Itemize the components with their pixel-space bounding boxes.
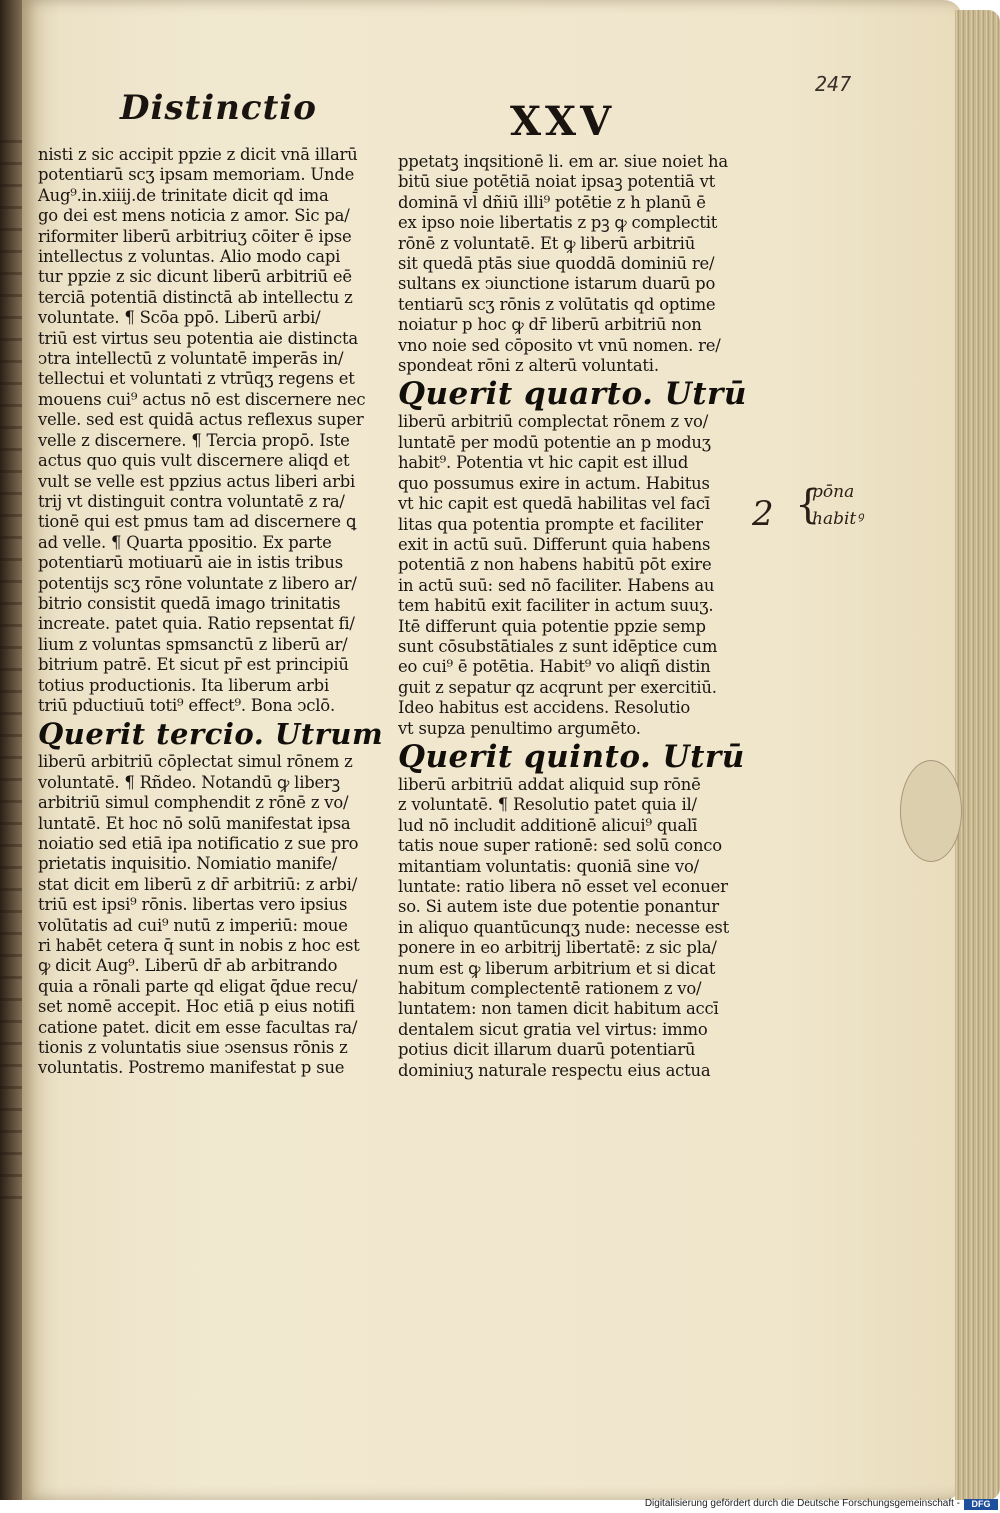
text-line: dentalem sicut gratia vel virtus: immo bbox=[398, 1019, 708, 1039]
distinction-number: XXV bbox=[510, 98, 616, 145]
section-heading-quinto: Querit quinto. Utrū bbox=[398, 738, 745, 775]
text-line: arbitriū simul comphendit z rōnē z vo/ bbox=[38, 793, 349, 813]
text-line: z voluntatē. ¶ Resolutio patet quia il/ bbox=[398, 795, 697, 815]
text-line: lium z voluntas spmsanctū z liberū ar/ bbox=[38, 634, 348, 654]
section-heading-quarto: Querit quarto. Utrū bbox=[398, 376, 747, 413]
text-line: litas qua potentia prompte et faciliter bbox=[398, 514, 703, 534]
text-line: quo possumus exire in actum. Habitus bbox=[398, 473, 710, 493]
text-line: in aliquo quantūcunqʒ nude: necesse est bbox=[398, 917, 729, 937]
left-column bbox=[38, 145, 383, 1079]
marginal-note-number: 2 bbox=[752, 494, 774, 534]
text-line: habitum complectentē rationem z vo/ bbox=[398, 979, 702, 999]
text-line: tur ppzie z sic dicunt liberū arbitriū eē bbox=[38, 267, 352, 287]
text-line: velle. sed est quidā actus reflexus super bbox=[38, 410, 364, 430]
left-column-text-top bbox=[38, 145, 383, 716]
marginal-note-word-1: pōna bbox=[812, 482, 855, 502]
right-column-text-top bbox=[398, 152, 760, 376]
text-line: tionē qui est pmus tam ad discernere ꝗ bbox=[38, 512, 357, 532]
text-line: stat dicit em liberū z dr̄ arbitriū: z arbi/ bbox=[38, 874, 358, 894]
text-line: dominiuʒ naturale respectu eius actua bbox=[398, 1060, 711, 1080]
text-line: potentijs scʒ rōne voluntate z libero ar/ bbox=[38, 573, 357, 593]
text-line: tentiarū scʒ rōnis z volūtatis qd optime bbox=[398, 294, 716, 314]
text-line: actus quo quis vult discernere aliqd et bbox=[38, 451, 350, 471]
text-line: riformiter liberū arbitriuʒ cōiter ē ipse bbox=[38, 226, 352, 246]
text-line: set nomē accepit. Hoc etiā p eius notifi bbox=[38, 997, 355, 1017]
page-edges bbox=[955, 10, 1000, 1500]
left-column-text-bottom bbox=[38, 752, 383, 1079]
text-line: eo cui⁹ ē potētia. Habit⁹ vo aliqñ distin bbox=[398, 657, 711, 677]
text-line: so. Si autem iste due potentie ponantur bbox=[398, 897, 719, 917]
text-line: Aug⁹.in.xiiij.de trinitate dicit qd ima bbox=[38, 185, 329, 205]
text-line: triū est ipsi⁹ rōnis. libertas vero ipsius bbox=[38, 895, 348, 915]
text-line: quia a rōnali parte qd eligat q̄due recu/ bbox=[38, 976, 358, 996]
right-column-text-bottom bbox=[398, 775, 760, 1081]
text-line: nisti z sic accipit ppzie z dicit vnā illarū bbox=[38, 145, 358, 164]
text-line: terciā potentiā distinctā ab intellectu z bbox=[38, 287, 353, 307]
text-line: catione patet. dicit em esse facultas ra/ bbox=[38, 1017, 358, 1037]
text-line: prietatis inquisitio. Nomiatio manife/ bbox=[38, 854, 338, 874]
text-line: luntatē per modū potentie an p moduʒ bbox=[398, 432, 711, 452]
text-line: bitrio consistit quedā imago trinitatis bbox=[38, 593, 341, 613]
text-line: vt hic capit est quedā habilitas vel facī bbox=[398, 494, 710, 514]
text-line: tatis noue super rationē: sed solū conco bbox=[398, 836, 722, 856]
text-line: tionis z voluntatis siue ↄsensus rōnis z bbox=[38, 1038, 348, 1058]
text-line: totius productionis. Ita liberum arbi bbox=[38, 675, 330, 695]
text-line: luntate: ratio libera nō esset vel econuer bbox=[398, 877, 728, 896]
page-thumb-notch bbox=[900, 760, 962, 862]
text-line: sunt cōsubstātiales z sunt idēptice cum bbox=[398, 636, 718, 656]
text-line: liberū arbitriū addat aliquid sup rōnē bbox=[398, 774, 701, 794]
right-column bbox=[398, 152, 760, 1081]
text-line: dominā vl̄ dñiū illi⁹ potētie z h planū ē bbox=[398, 192, 706, 212]
text-line: vult se velle est ppzius actus liberi arbi bbox=[38, 471, 356, 491]
text-line: ex ipso noie libertatis z pꝫ ꝙ complectit bbox=[398, 213, 718, 233]
text-line: noiatio sed etiā ipa notificatio z sue pro bbox=[38, 834, 359, 853]
text-line: voluntate. ¶ Scōa ppō. Liberū arbi/ bbox=[38, 308, 321, 328]
text-line: luntatem: non tamen dicit habitum accī bbox=[398, 999, 719, 1019]
brace-icon: { bbox=[795, 482, 821, 528]
text-line: potius dicit illarum duarū potentiarū bbox=[398, 1040, 696, 1060]
folio-number: 247 bbox=[815, 72, 852, 96]
adjacent-page-edge bbox=[0, 140, 22, 1200]
text-line: exit in actū suū. Differunt quia habens bbox=[398, 534, 711, 554]
text-line: sit quedā ptās siue quoddā dominiū re/ bbox=[398, 254, 715, 274]
text-line: trij vt distinguit contra voluntatē z ra/ bbox=[38, 491, 345, 511]
text-line: potentiarū motiuarū aie in istis tribus bbox=[38, 553, 343, 573]
text-line: vt supza penultimo argumēto. bbox=[398, 718, 641, 738]
text-line: noiatur p hoc ꝙ dr̄ liberū arbitriū non bbox=[398, 315, 702, 335]
text-line: ponere in eo arbitrij libertatē: z sic pla/ bbox=[398, 938, 717, 958]
text-line: guit z sepatur qz acqrunt per exercitiū. bbox=[398, 677, 717, 697]
text-line: mouens cui⁹ actus nō est discernere nec bbox=[38, 389, 366, 409]
text-line: in actū suū: sed nō faciliter. Habens au bbox=[398, 575, 715, 595]
text-line: increate. patet quia. Ratio repsentat fi/ bbox=[38, 614, 355, 634]
right-column-text-mid bbox=[398, 412, 760, 739]
text-line: voluntatis. Postremo manifestat p sue bbox=[38, 1058, 345, 1078]
dfg-logo: DFG bbox=[964, 1499, 998, 1510]
text-line: mitantiam voluntatis: quoniā sine vo/ bbox=[398, 856, 699, 876]
text-line: luntatē. Et hoc nō solū manifestat ipsa bbox=[38, 813, 351, 833]
text-line: potentiā z non habens habitū pōt exire bbox=[398, 555, 712, 575]
text-line: lud nō includit additionē alicui⁹ qualī bbox=[398, 815, 698, 835]
text-line: Itē differunt quia potentie ppzie semp bbox=[398, 616, 706, 636]
section-heading-tercio: Querit tercio. Utrum bbox=[38, 717, 384, 752]
marginal-note-word-2: habitꝰ bbox=[812, 509, 863, 529]
text-line: ri habēt cetera q̄ sunt in nobis z hoc est bbox=[38, 936, 360, 956]
text-line: sultans ex ↄiunctione istarum duarū po bbox=[398, 274, 716, 294]
text-line: go dei est mens noticia z amor. Sic pa/ bbox=[38, 206, 350, 226]
text-line: velle z discernere. ¶ Tercia propō. Iste bbox=[38, 430, 350, 450]
text-line: potentiarū scʒ ipsam memoriam. Unde bbox=[38, 165, 355, 185]
running-head: Distinctio bbox=[120, 88, 317, 128]
text-line: vno noie sed cōposito vt vnū nomen. re/ bbox=[398, 335, 721, 355]
text-line: ꝙ dicit Aug⁹. Liberū dr̄ ab arbitrando bbox=[38, 956, 338, 976]
text-line: intellectus z voluntas. Alio modo capi bbox=[38, 247, 341, 267]
text-line: habit⁹. Potentia vt hic capit est illud bbox=[398, 453, 689, 473]
text-line: Ideo habitus est accidens. Resolutio bbox=[398, 698, 691, 718]
text-line: triū est virtus seu potentia aie distincta bbox=[38, 328, 358, 348]
text-line: volūtatis ad cui⁹ nutū z imperiū: moue bbox=[38, 915, 348, 935]
text-line: ppetatꝫ inqsitionē li. em ar. siue noiet ha bbox=[398, 152, 728, 171]
text-line: bitrium patrē. Et sicut pr̄ est principiū bbox=[38, 655, 349, 675]
text-line: tellectui et voluntati z vtrūqʒ regens et bbox=[38, 369, 355, 389]
footer-credit: Digitalisierung gefördert durch die Deutsche Forschungsgemeinschaft - bbox=[644, 1498, 960, 1509]
text-line: rōnē z voluntatē. Et ꝙ liberū arbitriū bbox=[398, 233, 696, 253]
text-line: tem habitū exit faciliter in actum suuʒ. bbox=[398, 596, 714, 616]
text-line: spondeat rōni z alterū voluntati. bbox=[398, 356, 659, 376]
text-line: voluntatē. ¶ Rñdeo. Notandū ꝙ liberꝫ bbox=[38, 772, 340, 792]
text-line: bitū siue potētiā noiat ipsaꝫ potentiā vt bbox=[398, 172, 716, 192]
text-line: liberū arbitriū cōplectat simul rōnem z bbox=[38, 752, 353, 772]
text-line: num est ꝙ liberum arbitrium et si dicat bbox=[398, 958, 716, 978]
text-line: liberū arbitriū complectat rōnem z vo/ bbox=[398, 412, 709, 432]
text-line: ↄtra intellectū z voluntatē imperās in/ bbox=[38, 349, 344, 369]
text-line: ad velle. ¶ Quarta ppositio. Ex parte bbox=[38, 532, 332, 552]
text-line: triū pductiuū toti⁹ effect⁹. Bona ↄclō. bbox=[38, 695, 335, 715]
marginal-note bbox=[750, 480, 900, 550]
